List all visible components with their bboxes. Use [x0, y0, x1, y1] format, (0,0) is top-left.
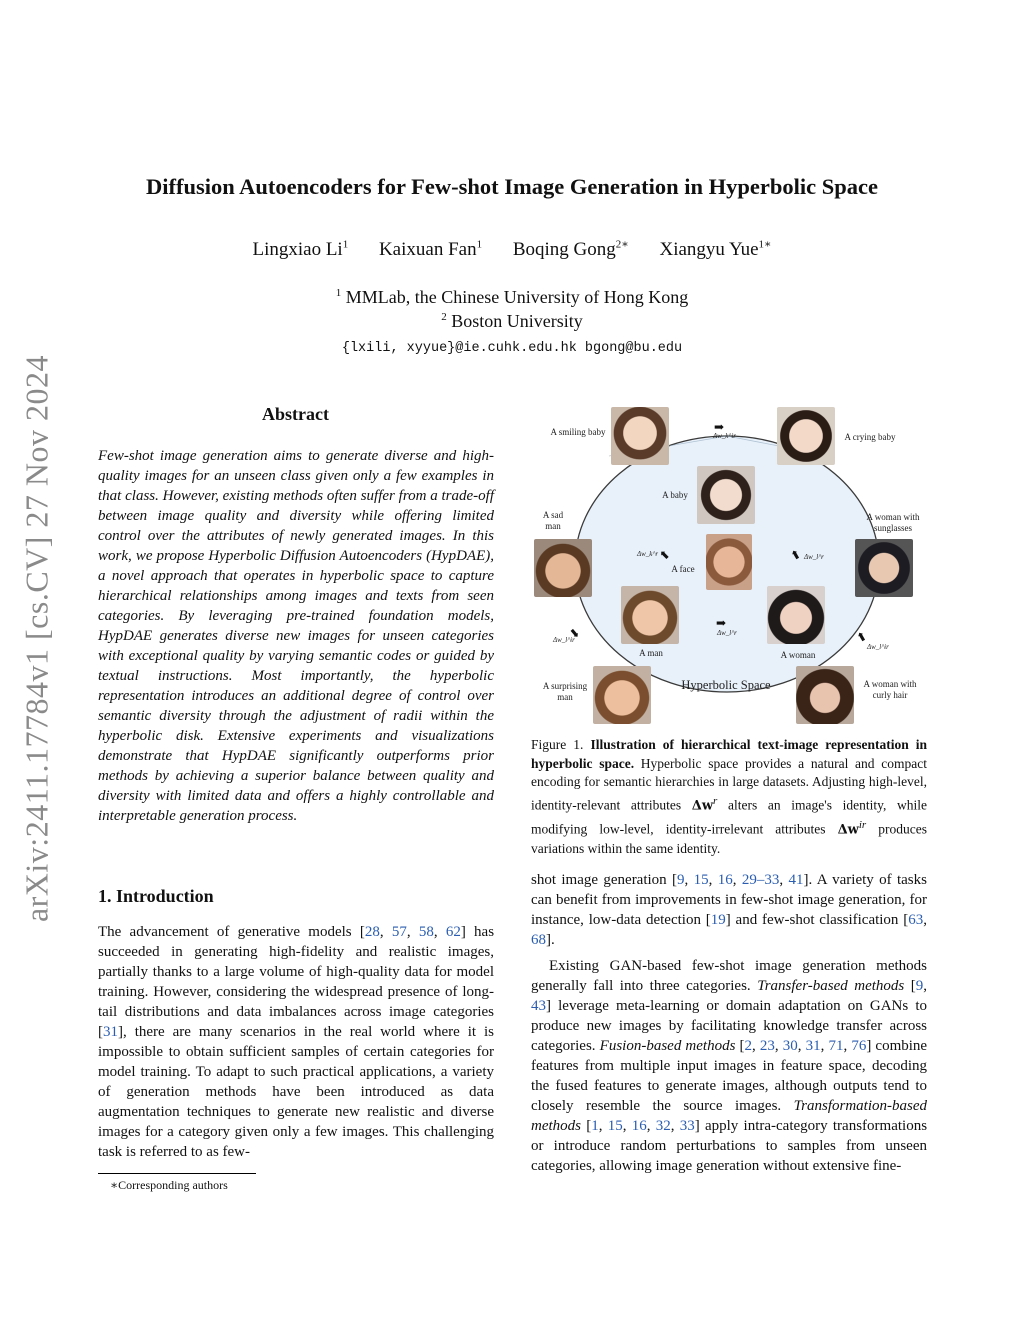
- text-run: Existing GAN-based few-shot image generation methods generally fall into three categories.: [531, 958, 927, 994]
- text-run: ,: [379, 924, 392, 940]
- figure-caption: Figure 1. Illustration of hierarchical text-image representation in hyperbolic space. Hyperbolic space provides a natural and compact encoding for semantic hierarchies in large datasets. Adjusting high-level, identity-relevant attributes $\Delta w^r$ alters an image's identity, while modifying low-level, identity-irrelevant attributes $\Delta w^{ir}$ produces variations within the same identity.: [531, 737, 928, 856]
- text-run: ,: [433, 924, 446, 940]
- label-woman-sunglasses: A woman with sunglasses: [866, 512, 920, 533]
- citation-link[interactable]: 23: [759, 1038, 775, 1054]
- caption-title: Illustration of hierarchical text-image representation in hyperbolic space.: [531, 737, 928, 771]
- delta-w-label: Δw_l^ir: [553, 636, 575, 644]
- face-woman-curly-image: [796, 666, 854, 724]
- citation-link[interactable]: 58: [418, 924, 434, 940]
- text-run: [: [904, 978, 916, 994]
- text-run: ] has succeeded in generating high-fidelity and realistic images, partially thanks to a large volume of high-quality data for model training. However, considering the widespread presence of long-tail distributions and data imbalances across image categories [: [98, 924, 495, 1040]
- citation-link[interactable]: 15: [693, 872, 709, 888]
- citation-link[interactable]: 57: [391, 924, 407, 940]
- paper-title: Diffusion Autoencoders for Few-shot Image Generation in Hyperbolic Space: [145, 174, 879, 199]
- author-emails: {lxili, xyyue}@ie.cuhk.edu.hk bgong@bu.edu: [341, 341, 683, 356]
- label-hyperbolic-space: Hyperbolic Space: [681, 678, 771, 692]
- citation-link[interactable]: 19: [710, 912, 726, 928]
- citation-link[interactable]: 9: [915, 978, 924, 994]
- text-run: ,: [752, 1038, 760, 1054]
- citation-link[interactable]: 43: [531, 998, 546, 1014]
- citation-link[interactable]: 16: [717, 872, 733, 888]
- citation-link[interactable]: 1: [591, 1118, 599, 1134]
- face-surprising-man-image: [593, 666, 651, 724]
- face-man-image: [621, 586, 679, 644]
- text-run: ], there are many scenarios in the real world where it is impossible to obtain sufficient samples of certain categories for model training. To adapt to such practical applications, a variety of generation methods have been introduced as data augmentation techniques to generate new realistic and diverse images for a category given only a few images. This challenging task is referred to as few-: [98, 1024, 494, 1160]
- text-run: ,: [779, 872, 789, 888]
- text-run: [: [735, 1038, 745, 1054]
- author: Lingxiao Li$^1$: [252, 239, 349, 261]
- citation-link[interactable]: 62: [445, 924, 461, 940]
- arrow-right-icon: ➡: [714, 420, 725, 434]
- emphasis: Transfer-based methods: [757, 978, 905, 994]
- affiliation: $^2$ Boston University: [441, 311, 583, 331]
- citation-link[interactable]: 28: [364, 924, 380, 940]
- citation-link[interactable]: 31: [103, 1024, 118, 1040]
- text-run: ,: [406, 924, 419, 940]
- text-run: ,: [622, 1118, 632, 1134]
- citation-link[interactable]: 41: [788, 872, 804, 888]
- text-run: ,: [923, 978, 927, 994]
- intro-paragraph: [98, 922, 494, 1162]
- label-face: A face: [671, 564, 695, 574]
- footnote: ∗Corresponding authors: [110, 1178, 228, 1192]
- face-generic-image: [706, 534, 752, 590]
- face-smiling-baby-image: [611, 407, 669, 465]
- text-run: ] apply intra-category transformations or introduce random perturbations to samples from unseen categories, allowing image generation without extensive fine-: [531, 1118, 928, 1174]
- abstract-heading: Abstract: [262, 404, 329, 424]
- face-woman-image: [767, 586, 825, 644]
- arrow-down-right-icon: ⬆: [565, 624, 583, 642]
- arrow-up-left-icon: ⬆: [656, 546, 674, 564]
- citation-link[interactable]: 31: [805, 1038, 821, 1054]
- text-run: ,: [732, 872, 742, 888]
- text-run: ,: [670, 1118, 680, 1134]
- text-run: [: [581, 1118, 592, 1134]
- author: Boqing Gong$^{2∗}$: [512, 239, 629, 261]
- caption-label: Figure 1.: [531, 737, 584, 752]
- citation-link[interactable]: 30: [782, 1038, 798, 1054]
- text-run: ,: [708, 872, 718, 888]
- figure-1: [531, 398, 929, 730]
- text-run: ,: [774, 1038, 783, 1054]
- author-list: [60, 238, 964, 261]
- arrow-right-icon: ➡: [716, 616, 727, 630]
- text-run: ,: [646, 1118, 656, 1134]
- author: Xiangyu Yue$^{1∗}$: [659, 239, 772, 261]
- citation-link[interactable]: 32: [655, 1118, 671, 1134]
- face-woman-sunglasses-image: [855, 539, 913, 597]
- label-woman: A woman: [780, 650, 816, 660]
- delta-w-label: Δw_k^r: [637, 550, 659, 558]
- abstract-text: Few-shot image generation aims to generate diverse and high-quality images for an unseen class given only a few examples in that class. However, existing methods often suffer from a trade-off between image quality and diversity while offering limited control over the attributes of newly generated images. In this work, we propose Hyperbolic Diffusion Autoencoders (HypDAE), a novel approach that operates in hyperbolic space to capture hierarchical relationships among images and texts from seen categories. By leveraging pre-trained foundation models, HypDAE generates diverse new images for unseen categories with exceptional quality by varying semantic codes or guided by textual instructions. Most importantly, the hyperbolic representation introduces an additional degree of control over semantic diversity through the adjustment of radii within the hyperbolic disk. Extensive experiments and visualizations demonstrate that HypDAE significantly outperforms prior methods by achieving a superior balance between quality and diversity with limited data and offers a highly controllable and interpretable generation process.: [98, 448, 494, 824]
- citation-link[interactable]: 16: [631, 1118, 647, 1134]
- author: Kaixuan Fan$^1$: [378, 239, 483, 261]
- label-surprising-man: A surprising man: [542, 681, 588, 702]
- citation-link[interactable]: 68: [531, 932, 546, 948]
- right-paragraph-2: [531, 956, 927, 1176]
- label-man: A man: [639, 648, 663, 658]
- arrow-up-icon: ⬆: [787, 546, 804, 564]
- text-run: ,: [684, 872, 694, 888]
- text-run: ] and few-shot classification [: [725, 912, 909, 928]
- emphasis: Fusion-based methods: [599, 1038, 736, 1054]
- citation-link[interactable]: 33: [679, 1118, 695, 1134]
- citation-link[interactable]: 9: [677, 872, 685, 888]
- text-run: ]. A variety of tasks can benefit from improvements in few-shot image generation, for instance, low-data detection [: [531, 872, 927, 928]
- affiliation: $^1$ MMLab, the Chinese University of Hong Kong: [335, 287, 689, 307]
- delta-w-label: Δw_l^r: [717, 629, 737, 637]
- label-crying-baby: A crying baby: [844, 432, 896, 442]
- citation-link[interactable]: 71: [828, 1038, 844, 1054]
- emphasis: Transformation-based methods: [531, 1098, 927, 1134]
- text-run: ].: [546, 932, 555, 948]
- text-run: ,: [843, 1038, 852, 1054]
- citation-link[interactable]: 15: [607, 1118, 623, 1134]
- text-run: shot image generation [: [531, 872, 678, 888]
- text-run: ,: [598, 1118, 608, 1134]
- label-sad-man: A sad man: [542, 510, 564, 531]
- delta-w-label: Δw_l^r: [804, 553, 824, 561]
- label-smiling-baby: A smiling baby: [550, 427, 606, 437]
- text-run: ,: [923, 912, 927, 928]
- citation-link[interactable]: 63: [908, 912, 924, 928]
- arxiv-identifier: arXiv:2411.17784v1 [cs.CV] 27 Nov 2024: [18, 354, 55, 923]
- citation-link[interactable]: 29–33: [741, 872, 780, 888]
- right-paragraph-1: [531, 870, 927, 950]
- section-heading: 1. Introduction: [98, 886, 214, 906]
- text-run: ,: [820, 1038, 829, 1054]
- face-sad-man-image: [534, 539, 592, 597]
- text-run: ,: [797, 1038, 806, 1054]
- arrow-up-icon: ⬆: [853, 628, 870, 646]
- face-crying-baby-image: [777, 407, 835, 465]
- text-run: ] combine features from multiple input images in feature space, decoding the fused features to generate images, although outputs tend to closely resemble the source images.: [531, 1038, 928, 1114]
- citation-link[interactable]: 2: [744, 1038, 753, 1054]
- label-woman-curly: A woman with curly hair: [863, 679, 917, 700]
- label-baby: A baby: [662, 490, 688, 500]
- footnote-rule: [98, 1173, 256, 1174]
- text-run: ] leverage meta-learning or domain adaptation on GANs to produce new images by facilitating knowledge transfer across categories.: [531, 998, 927, 1054]
- delta-w-label: Δw_l^ir: [867, 643, 889, 651]
- citation-link[interactable]: 76: [851, 1038, 867, 1054]
- delta-w-label: Δw_k^ir: [713, 432, 737, 440]
- face-baby-image: [697, 466, 755, 524]
- text-run: The advancement of generative models [: [98, 924, 365, 940]
